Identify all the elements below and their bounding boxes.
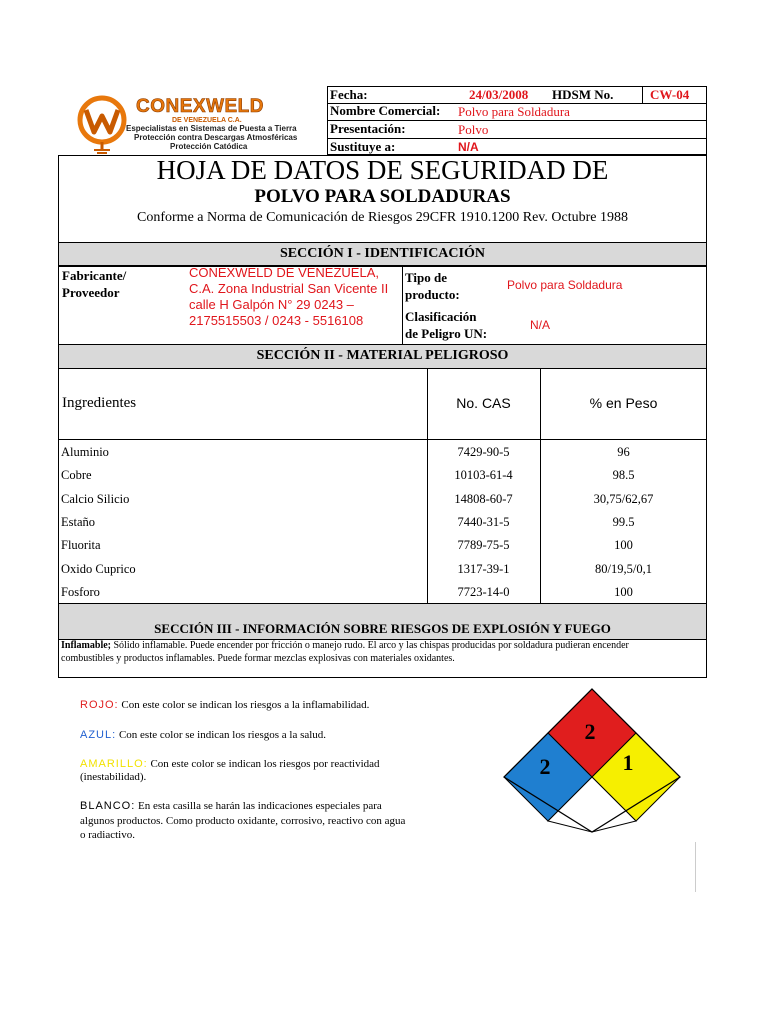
ingredient-cas: 14808-60-7 [454,491,513,506]
company-logo [72,92,334,154]
blanco-label: BLANCO: [80,800,136,812]
ingredient-cas: 10103-61-4 [454,468,513,483]
blanco-text: En esta casilla se harán las indicaciones especiales para [135,800,382,812]
table-row [58,440,707,463]
ingredient-name: Estaño [61,514,96,529]
clasificacion-label-1: Clasificación [405,309,477,324]
table-row [58,487,707,510]
rojo-text: Con este color se indican los riesgos a la inflamabilidad. [118,699,370,711]
ingredient-weight: 100 [614,538,633,553]
clasificacion-value: N/A [530,318,551,332]
tipo-producto-label-2: producto: [405,287,460,302]
column-no-cas: No. CAS [456,395,511,411]
ingredient-weight: 99.5 [612,514,635,529]
legend-blanco-2: algunos productos. Como producto oxidante, corrosivo, reactivo con agua [80,815,406,827]
ingredient-weight: 30,75/62,67 [593,491,654,506]
tipo-producto-value: Polvo para Soldadura [507,278,623,292]
inflamable-description-2: combustibles y productos inflamables. Puede formar mezclas explosivas con materiales oxidantes. [61,653,455,664]
legend-azul [80,729,326,741]
column-ingredientes: Ingredientes [62,395,137,411]
ingredient-name: Cobre [61,468,92,483]
fabricante-label-2: Proveedor [62,285,120,300]
ingredient-cas: 7789-75-5 [457,538,510,553]
tipo-producto-label-1: Tipo de [405,270,448,285]
fecha-value: 24/03/2008 [469,87,529,102]
inflamable-description: Sólido inflamable. Puede encender por fricción o manejo rudo. El arco y las chispas producidas por soldadura pudieran encender [111,640,629,651]
nombre-comercial-value: Polvo para Soldadura [458,104,570,119]
logo-tagline-2: Protección contra Descargas Atmosféricas [134,133,298,142]
legend-blanco [80,800,382,812]
inflamable-label: Inflamable; [61,640,111,651]
legend-rojo [80,699,369,711]
logo-brand: CONEXWELD [136,96,264,117]
azul-text: Con este color se indican los riesgos a la salud. [116,729,327,741]
fecha-label: Fecha: [330,87,368,102]
ingredient-name: Fluorita [61,538,101,553]
nfpa-yellow-value: 1 [622,750,634,775]
ingredient-name: Calcio Silicio [61,491,130,506]
ingredient-name: Oxido Cuprico [61,561,136,576]
amarillo-text: Con este color se indican los riesgos por reactividad [147,758,380,770]
logo-tagline-3: Protección Catódica [170,142,248,151]
column-peso: % en Peso [589,395,658,411]
fabricante-label-1: Fabricante/ [62,268,127,283]
table-row [58,533,707,556]
logo-subtitle: DE VENEZUELA C.A. [172,117,242,124]
ingredient-weight: 100 [614,584,633,599]
amarillo-label: AMARILLO: [80,758,148,770]
ingredient-weight: 80/19,5/0,1 [595,561,652,576]
nfpa-red-value: 2 [584,719,596,744]
fabricante-value-3: calle H Galpón N° 29 0243 – [189,297,354,312]
hdsm-label: HDSM No. [552,87,614,102]
nfpa-diamond [502,687,682,837]
table-row [58,463,707,486]
clasificacion-label-2: de Peligro UN: [405,326,488,341]
ingredient-name: Aluminio [61,445,109,459]
rojo-label: ROJO: [80,699,119,711]
scan-artifact-line [695,842,696,892]
ingredient-cas: 7429-90-5 [457,445,510,459]
norma-reference: Conforme a Norma de Comunicación de Riesgos 29CFR 1910.1200 Rev. Octubre 1988 [137,210,628,225]
inflamable-text [61,640,629,651]
presentacion-value: Polvo [458,122,489,137]
section-2-title: SECCIÓN II - MATERIAL PELIGROSO [256,348,509,363]
ingredient-cas: 7440-31-5 [457,514,510,529]
presentacion-label: Presentación: [330,121,406,136]
nfpa-blue-value: 2 [539,754,551,779]
section-3-title: SECCIÓN III - INFORMACIÓN SOBRE RIESGOS DE EXPLOSIÓN Y FUEGO [154,621,611,636]
nombre-comercial-label: Nombre Comercial: [330,103,441,118]
ingredient-weight: 96 [617,445,630,459]
document-subtitle: POLVO PARA SOLDADURAS [254,186,511,207]
ingredient-cas: 7723-14-0 [457,584,510,599]
logo-tagline-1: Especialistas en Sistemas de Puesta a Tierra [126,124,297,133]
document-title: HOJA DE DATOS DE SEGURIDAD DE [156,155,609,185]
fabricante-value-2: C.A. Zona Industrial San Vicente II [189,281,389,296]
table-row [58,580,707,603]
fabricante-value-1: CONEXWELD DE VENEZUELA, [189,265,379,280]
legend-amarillo [80,758,380,770]
section-1-title: SECCIÓN I - IDENTIFICACIÓN [280,246,485,261]
table-row [58,557,707,580]
ingredient-cas: 1317-39-1 [457,561,510,576]
legend-amarillo-2: (inestabilidad). [80,771,147,783]
sustituye-value: N/A [458,140,479,154]
azul-label: AZUL: [80,729,117,741]
hdsm-value: CW-04 [650,87,690,102]
sustituye-label: Sustituye a: [330,139,396,154]
ingredient-weight: 98.5 [612,468,635,483]
table-row [58,510,707,533]
conexweld-logo-icon [72,92,132,154]
fabricante-value-4: 2175515503 / 0243 - 5516108 [189,313,364,328]
ingredient-name: Fosforo [61,584,100,599]
legend-blanco-3: o radiactivo. [80,829,135,841]
